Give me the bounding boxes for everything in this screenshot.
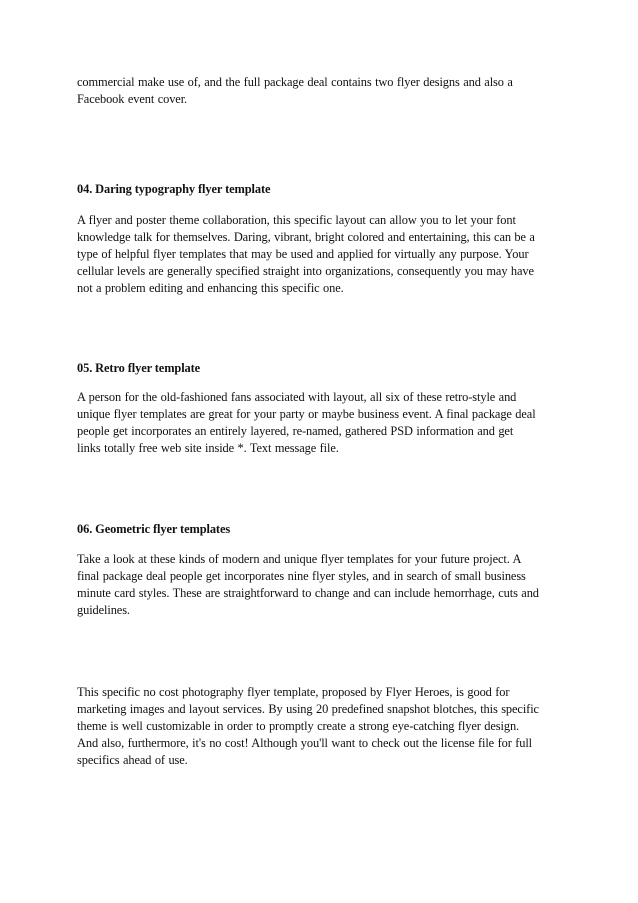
closing-paragraph xyxy=(77,684,567,769)
section-paragraph xyxy=(77,212,567,297)
paragraph-line: links totally free web site inside *. Text message file. xyxy=(77,441,339,455)
paragraph-line: guidelines. xyxy=(77,603,130,617)
section-heading-text: 05. Retro flyer template xyxy=(77,361,201,375)
paragraph-line: knowledge talk for themselves. Daring, vibrant, bright colored and entertaining, this can be a xyxy=(77,230,535,244)
paragraph-line: unique flyer templates are great for your party or maybe business event. A final package deal xyxy=(77,407,536,421)
paragraph-line: not a problem editing and enhancing this specific one. xyxy=(77,281,344,295)
paragraph-line: Take a look at these kinds of modern and unique flyer templates for your future project. A xyxy=(77,552,522,566)
section-paragraph xyxy=(77,551,567,619)
paragraph-line: marketing images and layout services. By using 20 predefined snapshot blotches, this specific xyxy=(77,702,539,716)
paragraph-line: type of helpful flyer templates that may be used and applied for virtually any purpose. Your xyxy=(77,247,529,261)
section-heading-text: 04. Daring typography flyer template xyxy=(77,182,271,196)
section-heading xyxy=(77,180,567,198)
paragraph-line: minute card styles. These are straightforward to change and can include hemorrhage, cuts and xyxy=(77,586,539,600)
section-heading xyxy=(77,359,567,377)
paragraph-line: A person for the old-fashioned fans associated with layout, all six of these retro-style and xyxy=(77,390,517,404)
paragraph-line: This specific no cost photography flyer template, proposed by Flyer Heroes, is good for xyxy=(77,685,510,699)
paragraph-line: specifics ahead of use. xyxy=(77,753,188,767)
section-heading xyxy=(77,520,567,538)
paragraph-line: theme is well customizable in order to promptly create a strong eye-catching flyer design. xyxy=(77,719,520,733)
paragraph-line: final package deal people get incorporates nine flyer styles, and in search of small business xyxy=(77,569,526,583)
paragraph-line: A flyer and poster theme collaboration, this specific layout can allow you to let your font xyxy=(77,213,516,227)
paragraph-line: And also, furthermore, it's no cost! Although you'll want to check out the license file for full xyxy=(77,736,533,750)
intro-paragraph xyxy=(77,74,567,108)
section-heading-text: 06. Geometric flyer templates xyxy=(77,522,231,536)
paragraph-line: commercial make use of, and the full package deal contains two flyer designs and also a xyxy=(77,75,513,89)
section-paragraph xyxy=(77,389,567,457)
paragraph-line: cellular levels are generally specified straight into organizations, consequently you may have xyxy=(77,264,534,278)
paragraph-line: Facebook event cover. xyxy=(77,92,188,106)
paragraph-line: people get incorporates an entirely layered, re-named, gathered PSD information and get xyxy=(77,424,514,438)
